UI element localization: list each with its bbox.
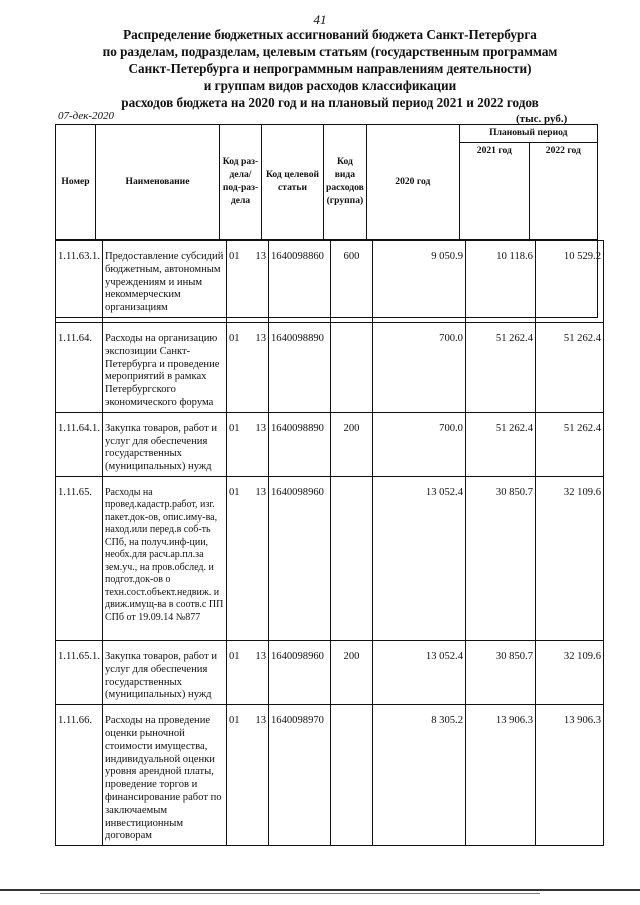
row-target: 1640098890 bbox=[268, 323, 330, 413]
title-line: и группам видов расходов классификации bbox=[203, 78, 457, 93]
row-2021: 13 906.3 bbox=[465, 705, 535, 846]
row-number: 1.11.66. bbox=[56, 705, 103, 846]
row-2022: 32 109.6 bbox=[535, 476, 603, 640]
row-vid bbox=[330, 323, 372, 413]
podrazdel: 13 bbox=[255, 715, 266, 727]
row-name: Расходы на организацию экспозиции Санкт-Петербурга и проведение мероприятий в рамках Петербургского экономического форума bbox=[102, 323, 226, 413]
budget-rows bbox=[55, 240, 604, 846]
row-target: 1640098860 bbox=[268, 241, 330, 323]
row-target: 1640098890 bbox=[268, 412, 330, 476]
podrazdel: 13 bbox=[255, 422, 266, 434]
title-line: Распределение бюджетных ассигнований бюджета Санкт-Петербурга bbox=[123, 27, 537, 42]
podrazdel: 13 bbox=[255, 486, 266, 498]
row-target: 1640098970 bbox=[268, 705, 330, 846]
table-row bbox=[56, 705, 604, 846]
header-2020: 2020 год bbox=[366, 125, 459, 240]
row-name: Предоставление субсидий бюджетным, автономным учреждениям и иным некоммерческим организациям bbox=[102, 241, 226, 323]
razdel: 01 bbox=[228, 251, 240, 262]
row-number: 1.11.65.1. bbox=[56, 640, 103, 704]
row-2022: 51 262.4 bbox=[535, 412, 603, 476]
podrazdel: 13 bbox=[255, 251, 266, 262]
row-2020: 700.0 bbox=[372, 323, 465, 413]
row-target: 1640098960 bbox=[268, 640, 330, 704]
row-2021: 30 850.7 bbox=[465, 640, 535, 704]
row-2020: 8 305.2 bbox=[372, 705, 465, 846]
row-2020: 700.0 bbox=[372, 412, 465, 476]
header-planned: Плановый период bbox=[459, 125, 597, 143]
title-line: расходов бюджета на 2020 год и на плановый период 2021 и 2022 годов bbox=[121, 95, 539, 110]
row-name: Расходы на провед.кадастр.работ, изг. пакет.док-ов, опис.иму-ва, наход.или перед.в соб-ть СПб, на получ.инф-ции, необх.для расч.ар.пл.за зем.уч., на пров.обслед. и подгот.док-ов о техн.сост.объект.недвиж. и движ.имущ-ва в соотв.с ПП СПб от 19.09.14 №877 bbox=[102, 476, 226, 640]
razdel: 01 bbox=[228, 715, 240, 727]
podrazdel: 13 bbox=[255, 650, 266, 662]
header-2022: 2022 год bbox=[529, 142, 597, 239]
row-name: Расходы на проведение оценки рыночной стоимости имущества, индивидуальной оценки уровня арендной платы, проведение торгов и финансирование работ по заключаемым инвестиционным договорам bbox=[102, 705, 226, 846]
row-razdel bbox=[226, 412, 268, 476]
row-2022: 32 109.6 bbox=[535, 640, 603, 704]
row-name: Закупка товаров, работ и услуг для обеспечения государственных (муниципальных) нужд bbox=[102, 640, 226, 704]
row-razdel bbox=[226, 241, 268, 323]
header-2021: 2021 год bbox=[459, 142, 529, 239]
row-2022: 10 529.2 bbox=[535, 241, 603, 323]
row-razdel bbox=[226, 476, 268, 640]
scan-edge-line bbox=[40, 893, 540, 894]
razdel: 01 bbox=[228, 333, 240, 344]
row-number: 1.11.64.1. bbox=[56, 412, 103, 476]
razdel: 01 bbox=[228, 486, 240, 498]
units-label: (тыс. руб.) bbox=[516, 113, 568, 125]
row-2021: 51 262.4 bbox=[465, 323, 535, 413]
row-2021: 10 118.6 bbox=[465, 241, 535, 323]
header-razdel: Код раз-дела/ под-раз-дела bbox=[220, 125, 262, 240]
header-target: Код целевой статьи bbox=[262, 125, 324, 240]
row-razdel bbox=[226, 705, 268, 846]
row-2022: 13 906.3 bbox=[535, 705, 603, 846]
row-2020: 13 052.4 bbox=[372, 476, 465, 640]
row-razdel bbox=[226, 640, 268, 704]
row-number: 1.11.63.1. bbox=[56, 241, 103, 323]
scan-edge-line bbox=[0, 889, 640, 891]
row-razdel bbox=[226, 323, 268, 413]
row-name: Закупка товаров, работ и услуг для обеспечения государственных (муниципальных) нужд bbox=[102, 412, 226, 476]
header-number: Номер bbox=[56, 125, 96, 240]
table-row bbox=[56, 241, 604, 323]
row-number: 1.11.64. bbox=[56, 323, 103, 413]
table-row bbox=[56, 323, 604, 413]
razdel: 01 bbox=[228, 422, 240, 434]
row-2022: 51 262.4 bbox=[535, 323, 603, 413]
document-title bbox=[70, 26, 590, 111]
row-vid bbox=[330, 476, 372, 640]
row-target: 1640098960 bbox=[268, 476, 330, 640]
podrazdel: 13 bbox=[255, 333, 266, 344]
title-line: по разделам, подразделам, целевым статьям (государственным программам bbox=[102, 44, 558, 59]
row-2021: 51 262.4 bbox=[465, 412, 535, 476]
table-row bbox=[56, 412, 604, 476]
razdel: 01 bbox=[228, 650, 240, 662]
row-2020: 9 050.9 bbox=[372, 241, 465, 323]
row-2021: 30 850.7 bbox=[465, 476, 535, 640]
row-vid bbox=[330, 705, 372, 846]
page-number: 41 bbox=[313, 12, 327, 27]
header-name: Наименование bbox=[96, 125, 220, 240]
table-row bbox=[56, 476, 604, 640]
table-row bbox=[56, 640, 604, 704]
row-2020: 13 052.4 bbox=[372, 640, 465, 704]
row-vid: 200 bbox=[330, 412, 372, 476]
header-vid: Код вида расходов (группа) bbox=[324, 125, 367, 240]
row-number: 1.11.65. bbox=[56, 476, 103, 640]
title-line: Санкт-Петербурга и непрограммным направлениям деятельности) bbox=[128, 61, 532, 76]
row-vid: 200 bbox=[330, 640, 372, 704]
row-vid: 600 bbox=[330, 241, 372, 323]
document-date: 07-дек-2020 bbox=[58, 110, 115, 122]
